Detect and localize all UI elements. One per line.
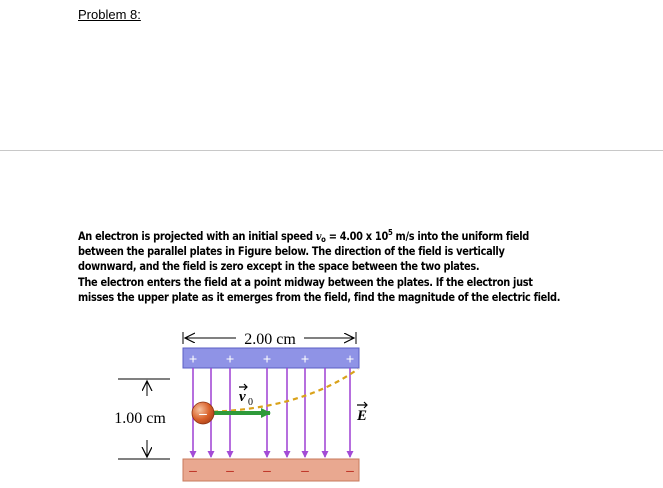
lower-plate-sign: –	[189, 463, 197, 479]
lower-plate-sign: –	[346, 463, 354, 479]
upper-plate-sign: +	[300, 352, 310, 368]
statement-line-2: between the parallel plates in Figure below. The direction of the field is vertically	[78, 244, 505, 259]
electron-sign: –	[199, 406, 207, 422]
lower-plate-sign: –	[301, 463, 309, 479]
plate-separation-label: 1.00 cm	[114, 410, 166, 427]
lower-plate-sign: –	[263, 463, 271, 479]
upper-plate-sign: +	[262, 352, 272, 368]
field-label: E	[357, 408, 368, 424]
statement-line-4: The electron enters the field at a point midway between the plates. If the electron just	[78, 274, 533, 289]
velocity-label-subscript: 0	[248, 397, 253, 408]
statement-line-3: downward, and the field is zero except in the space between the two plates.	[78, 259, 480, 274]
speed-value: = 4.00 x 10	[325, 229, 388, 243]
plate-separation-dimension	[114, 379, 170, 459]
speed-exponent: 5	[387, 228, 393, 237]
statement-line-5: misses the upper plate as it emerges from the field, find the magnitude of the electric field.	[78, 289, 561, 304]
velocity-subscript: o	[321, 235, 326, 244]
upper-plate-sign: +	[345, 352, 355, 368]
velocity-label: v	[239, 389, 246, 405]
lower-plate-sign: –	[226, 463, 234, 479]
problem-title: Problem 8:	[78, 7, 141, 22]
upper-plate-sign: +	[188, 352, 198, 368]
plate-length-label: 2.00 cm	[244, 331, 296, 348]
line1-tail: m/s into the uniform field	[392, 229, 530, 243]
lower-plate	[183, 459, 359, 481]
line1-text: An electron is projected with an initial speed	[78, 229, 316, 243]
velocity-symbol: v	[315, 229, 322, 243]
plate-length-dimension	[183, 331, 356, 348]
electron-trajectory	[204, 369, 358, 412]
upper-plate-sign: +	[225, 352, 235, 368]
